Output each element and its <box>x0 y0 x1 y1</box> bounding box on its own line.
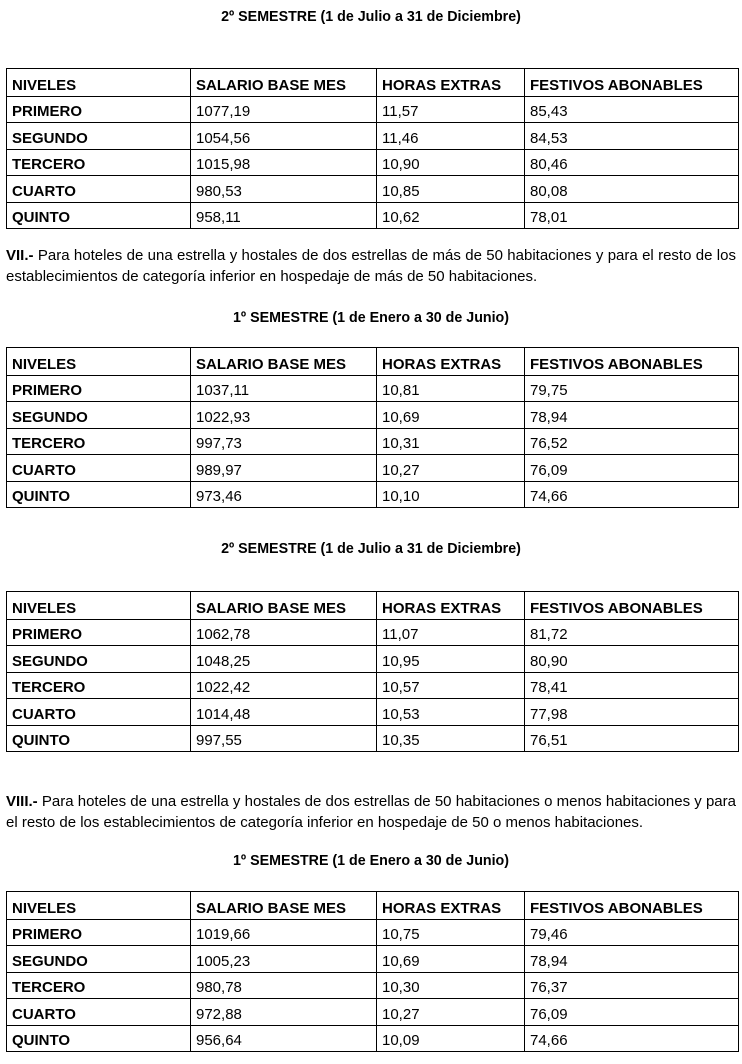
level-cell: CUARTO <box>7 999 191 1026</box>
table-header-row <box>7 348 739 376</box>
table-row <box>7 646 739 673</box>
value-cell: 10,62 <box>377 202 525 229</box>
value-cell: 80,08 <box>525 176 739 203</box>
value-cell: 80,90 <box>525 646 739 673</box>
level-cell: PRIMERO <box>7 375 191 402</box>
value-cell: 11,46 <box>377 123 525 150</box>
value-cell: 10,30 <box>377 972 525 999</box>
value-cell: 78,41 <box>525 672 739 699</box>
table-header-row <box>7 592 739 620</box>
value-cell: 79,75 <box>525 375 739 402</box>
value-cell: 10,90 <box>377 149 525 176</box>
column-header: NIVELES <box>7 69 191 97</box>
value-cell: 78,94 <box>525 402 739 429</box>
section-title: 1º SEMESTRE (1 de Enero a 30 de Junio) <box>232 309 510 326</box>
level-cell: SEGUNDO <box>7 946 191 973</box>
level-cell: SEGUNDO <box>7 123 191 150</box>
value-cell: 10,81 <box>377 375 525 402</box>
level-cell: PRIMERO <box>7 919 191 946</box>
paragraph-vii <box>6 245 736 287</box>
table-row <box>7 96 739 123</box>
value-cell: 1022,93 <box>191 402 377 429</box>
value-cell: 1005,23 <box>191 946 377 973</box>
column-header: SALARIO BASE MES <box>191 348 377 376</box>
table-row <box>7 919 739 946</box>
table-row <box>7 946 739 973</box>
table-row <box>7 402 739 429</box>
table-header-row <box>7 69 739 97</box>
value-cell: 10,95 <box>377 646 525 673</box>
value-cell: 1015,98 <box>191 149 377 176</box>
value-cell: 1048,25 <box>191 646 377 673</box>
level-cell: TERCERO <box>7 972 191 999</box>
paragraph-text: Para hoteles de una estrella y hostales de dos estrellas de 50 habitaciones o menos habitaciones y para el resto de los establecimientos de categoría inferior en hospedaje de 50 o menos habitaciones. <box>6 793 736 831</box>
paragraph-viii <box>6 791 736 833</box>
level-cell: CUARTO <box>7 455 191 482</box>
value-cell: 74,66 <box>525 1025 739 1052</box>
level-cell: QUINTO <box>7 481 191 508</box>
level-cell: CUARTO <box>7 176 191 203</box>
value-cell: 1019,66 <box>191 919 377 946</box>
value-cell: 1062,78 <box>191 619 377 646</box>
level-cell: SEGUNDO <box>7 646 191 673</box>
value-cell: 956,64 <box>191 1025 377 1052</box>
column-header: HORAS EXTRAS <box>377 892 525 920</box>
value-cell: 10,27 <box>377 999 525 1026</box>
value-cell: 10,75 <box>377 919 525 946</box>
value-cell: 10,69 <box>377 402 525 429</box>
table-header-row <box>7 892 739 920</box>
column-header: SALARIO BASE MES <box>191 892 377 920</box>
level-cell: TERCERO <box>7 428 191 455</box>
column-header: HORAS EXTRAS <box>377 348 525 376</box>
table-row <box>7 699 739 726</box>
value-cell: 10,09 <box>377 1025 525 1052</box>
value-cell: 74,66 <box>525 481 739 508</box>
table-row <box>7 149 739 176</box>
salary-table <box>6 591 739 752</box>
column-header: HORAS EXTRAS <box>377 69 525 97</box>
level-cell: QUINTO <box>7 725 191 752</box>
column-header: HORAS EXTRAS <box>377 592 525 620</box>
value-cell: 10,35 <box>377 725 525 752</box>
column-header: FESTIVOS ABONABLES <box>525 592 739 620</box>
table-row <box>7 375 739 402</box>
table-row <box>7 725 739 752</box>
table-row <box>7 999 739 1026</box>
column-header: SALARIO BASE MES <box>191 69 377 97</box>
value-cell: 11,07 <box>377 619 525 646</box>
table-row <box>7 455 739 482</box>
salary-table <box>6 347 739 508</box>
column-header: FESTIVOS ABONABLES <box>525 348 739 376</box>
value-cell: 76,09 <box>525 999 739 1026</box>
value-cell: 989,97 <box>191 455 377 482</box>
value-cell: 80,46 <box>525 149 739 176</box>
table-row <box>7 202 739 229</box>
table-row <box>7 1025 739 1052</box>
section-title: 2º SEMESTRE (1 de Julio a 31 de Diciembre) <box>221 540 521 557</box>
value-cell: 1037,11 <box>191 375 377 402</box>
level-cell: CUARTO <box>7 699 191 726</box>
section-title: 1º SEMESTRE (1 de Enero a 30 de Junio) <box>232 852 510 869</box>
salary-table <box>6 68 739 229</box>
value-cell: 958,11 <box>191 202 377 229</box>
table-row <box>7 672 739 699</box>
value-cell: 980,53 <box>191 176 377 203</box>
salary-table <box>6 891 739 1052</box>
column-header: FESTIVOS ABONABLES <box>525 892 739 920</box>
value-cell: 78,01 <box>525 202 739 229</box>
value-cell: 84,53 <box>525 123 739 150</box>
table-row <box>7 481 739 508</box>
value-cell: 79,46 <box>525 919 739 946</box>
value-cell: 76,37 <box>525 972 739 999</box>
paragraph-text: Para hoteles de una estrella y hostales de dos estrellas de más de 50 habitaciones y para el resto de los establecimientos de categoría inferior en hospedaje de más de 50 habitaciones. <box>6 247 736 285</box>
value-cell: 1022,42 <box>191 672 377 699</box>
level-cell: PRIMERO <box>7 619 191 646</box>
paragraph-label: VIII.- <box>6 793 38 810</box>
column-header: NIVELES <box>7 592 191 620</box>
column-header: NIVELES <box>7 892 191 920</box>
level-cell: QUINTO <box>7 202 191 229</box>
level-cell: TERCERO <box>7 149 191 176</box>
value-cell: 76,09 <box>525 455 739 482</box>
value-cell: 10,53 <box>377 699 525 726</box>
value-cell: 85,43 <box>525 96 739 123</box>
table-row <box>7 428 739 455</box>
level-cell: QUINTO <box>7 1025 191 1052</box>
value-cell: 997,55 <box>191 725 377 752</box>
value-cell: 980,78 <box>191 972 377 999</box>
value-cell: 77,98 <box>525 699 739 726</box>
value-cell: 81,72 <box>525 619 739 646</box>
value-cell: 972,88 <box>191 999 377 1026</box>
table-row <box>7 619 739 646</box>
section-title: 2º SEMESTRE (1 de Julio a 31 de Diciembre) <box>221 8 521 25</box>
table-row <box>7 123 739 150</box>
value-cell: 10,27 <box>377 455 525 482</box>
value-cell: 10,31 <box>377 428 525 455</box>
value-cell: 76,51 <box>525 725 739 752</box>
paragraph-label: VII.- <box>6 247 34 264</box>
value-cell: 1077,19 <box>191 96 377 123</box>
level-cell: TERCERO <box>7 672 191 699</box>
table-row <box>7 176 739 203</box>
value-cell: 973,46 <box>191 481 377 508</box>
value-cell: 76,52 <box>525 428 739 455</box>
value-cell: 10,57 <box>377 672 525 699</box>
value-cell: 10,10 <box>377 481 525 508</box>
value-cell: 1054,56 <box>191 123 377 150</box>
value-cell: 11,57 <box>377 96 525 123</box>
column-header: NIVELES <box>7 348 191 376</box>
column-header: SALARIO BASE MES <box>191 592 377 620</box>
level-cell: PRIMERO <box>7 96 191 123</box>
value-cell: 997,73 <box>191 428 377 455</box>
value-cell: 10,85 <box>377 176 525 203</box>
value-cell: 78,94 <box>525 946 739 973</box>
level-cell: SEGUNDO <box>7 402 191 429</box>
table-row <box>7 972 739 999</box>
value-cell: 1014,48 <box>191 699 377 726</box>
column-header: FESTIVOS ABONABLES <box>525 69 739 97</box>
value-cell: 10,69 <box>377 946 525 973</box>
